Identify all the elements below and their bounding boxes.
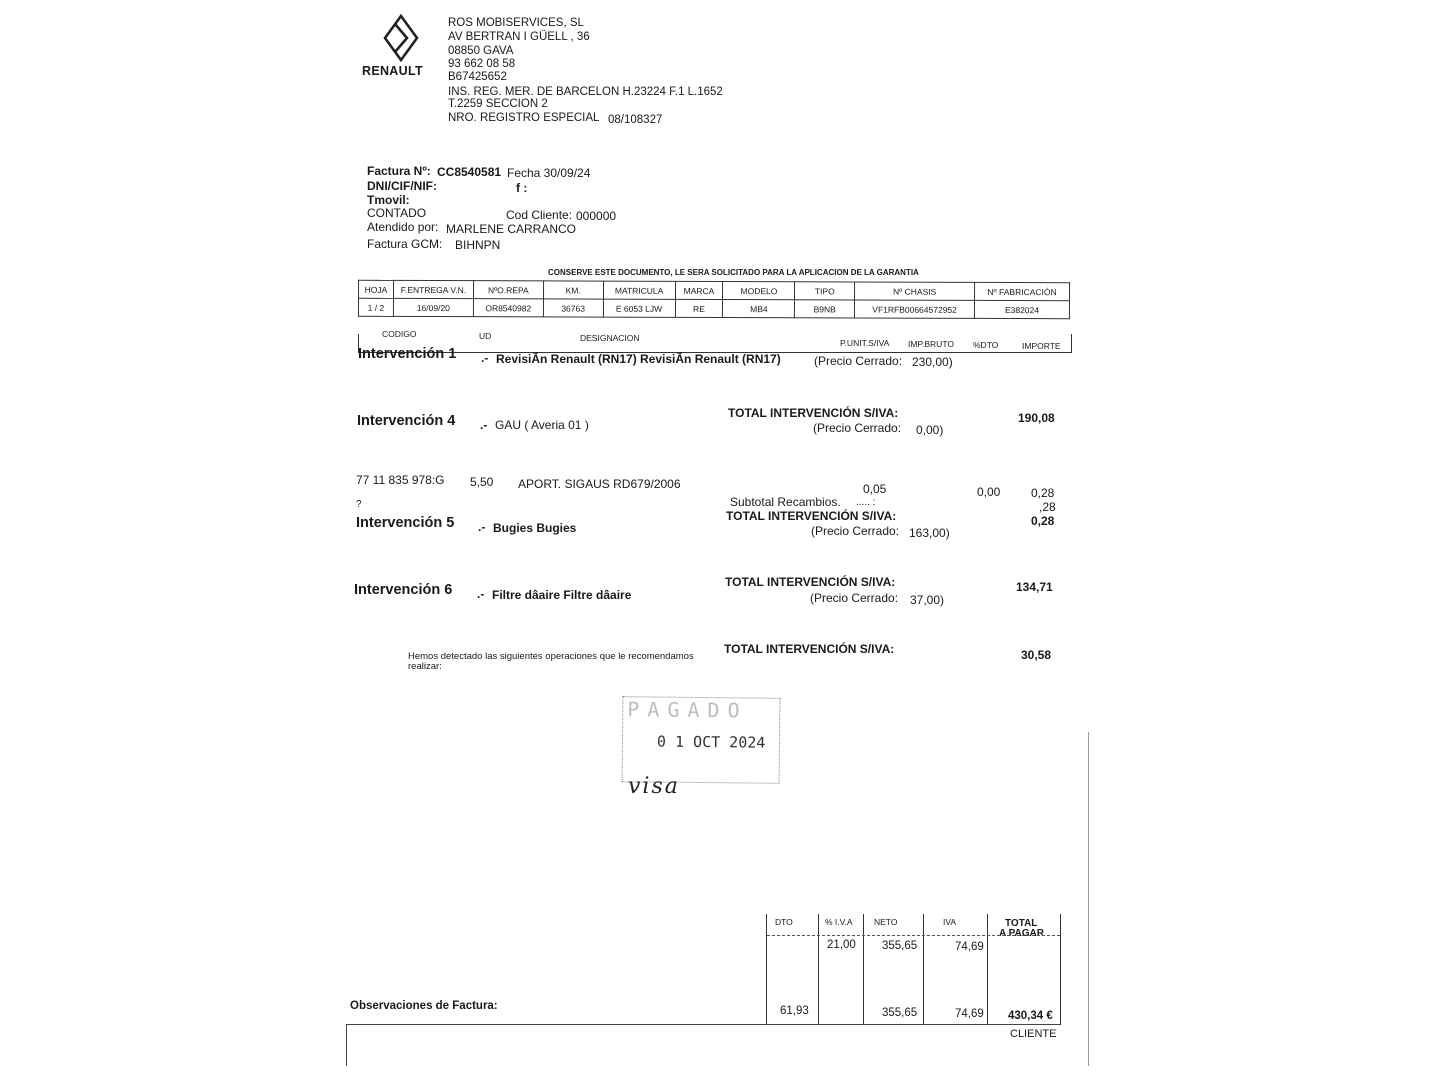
header-modelo: MODELO	[723, 282, 795, 300]
part-ud: 5,50	[470, 475, 494, 489]
intervention-4-bullet: .-	[480, 418, 488, 432]
intervention-1-precio-label: (Precio Cerrado:	[814, 354, 903, 368]
summary-header-iva: IVA	[943, 917, 957, 927]
part-code: 77 11 835 978:G	[356, 473, 445, 487]
company-address: AV BERTRAN I GÜELL , 36	[448, 31, 590, 43]
gcm-value: BIHNPN	[455, 238, 501, 252]
header-hoja: HOJA	[359, 280, 394, 298]
intervention-5-desc: Bugies Bugies	[493, 521, 577, 535]
summary-dto: 61,93	[780, 1005, 809, 1017]
payment-handwriting: visa	[628, 774, 680, 799]
renault-logo	[362, 14, 442, 80]
cell-matricula: E 6053 LJW	[603, 299, 675, 317]
cell-fabricacion: E382024	[974, 300, 1069, 318]
cell-modelo: MB4	[723, 300, 795, 318]
summary-neto-1: 355,65	[882, 940, 918, 952]
col-punit: P.UNIT.S/IVA	[840, 338, 890, 348]
cell-entrega: 16/09/20	[393, 298, 473, 316]
intervention-6-total: 30,58	[1021, 648, 1052, 662]
cliente-label: CLIENTE	[1010, 1028, 1057, 1040]
summary-header-neto: NETO	[874, 917, 898, 927]
factura-label: Factura Nº:	[367, 164, 431, 178]
atendido-label: Atendido por:	[367, 220, 439, 234]
dni-label: DNI/CIF/NIF:	[367, 179, 437, 193]
header-chasis: Nº CHASIS	[855, 282, 975, 300]
observaciones-label: Observaciones de Factura:	[350, 1000, 498, 1012]
cell-orepa: OR8540982	[473, 299, 543, 317]
intervention-5-precio: 163,00)	[909, 526, 950, 540]
company-name: ROS MOBISERVICES, SL	[448, 17, 584, 29]
subtotal-dots: ..... :	[856, 497, 876, 508]
cell-marca: RE	[675, 299, 723, 317]
summary-iva-2: 74,69	[955, 1008, 984, 1020]
intervention-4-precio: 0,00)	[916, 423, 944, 437]
brand-name: RENAULT	[362, 64, 423, 78]
summary-table	[766, 914, 1061, 1025]
cell-chasis: VF1RFB00664572952	[855, 300, 975, 318]
part-dto: 0,00	[977, 485, 1001, 499]
header-entrega: F.ENTREGA V.N.	[393, 280, 473, 298]
vehicle-table-row	[358, 298, 1069, 318]
company-registry: INS. REG. MER. DE BARCELON H.23224 F.1 L.1652	[448, 86, 723, 98]
col-importe: IMPORTE	[1022, 341, 1061, 351]
intervention-1-bullet: .-	[481, 351, 489, 365]
subtotal-label: Subtotal Recambios.	[730, 495, 841, 509]
cell-tipo: B9NB	[795, 300, 855, 318]
intervention-6-title: Intervención 6	[354, 582, 453, 598]
intervention-4-total-label: TOTAL INTERVENCIÓN S/IVA:	[726, 509, 897, 523]
cell-hoja: 1 / 2	[358, 298, 393, 316]
intervention-5-precio-label: (Precio Cerrado:	[811, 524, 900, 538]
header-marca: MARCA	[675, 281, 723, 299]
summary-header-total: TOTAL	[1005, 918, 1038, 929]
intervention-1-total: 190,08	[1018, 411, 1055, 425]
intervention-4-title: Intervención 4	[357, 413, 456, 429]
subtotal-value: ,28	[1039, 500, 1056, 514]
col-codigo: CODIGO	[382, 329, 417, 339]
company-city: 08850 GAVA	[448, 45, 514, 57]
intervention-6-bullet: .-	[477, 587, 485, 601]
part-desc: APORT. SIGAUS RD679/2006	[518, 477, 681, 491]
intervention-1-title: Intervención 1	[358, 346, 457, 362]
intervention-6-precio-label: (Precio Cerrado:	[810, 591, 899, 605]
header-km: KM.	[543, 281, 603, 299]
gcm-label: Factura GCM:	[367, 237, 443, 251]
summary-total: 430,34 €	[1008, 1010, 1053, 1022]
summary-neto-2: 355,65	[882, 1007, 918, 1019]
cod-cliente-value: 000000	[576, 209, 617, 223]
cod-cliente-label: Cod Cliente:	[506, 208, 573, 222]
paid-stamp-word: PAGADO	[627, 697, 748, 723]
part-question: ?	[356, 499, 362, 510]
payment-mode: CONTADO	[367, 206, 427, 220]
intervention-1-total-label: TOTAL INTERVENCIÓN S/IVA:	[728, 406, 899, 420]
tmovil-label: Tmovil:	[367, 193, 410, 207]
guarantee-notice: CONSERVE ESTE DOCUMENTO, LE SERA SOLICITADO PARA LA APLICACION DE LA GARANTIA	[548, 268, 919, 277]
intervention-6-precio: 37,00)	[910, 593, 945, 607]
renault-diamond-icon	[362, 14, 442, 64]
part-importe: 0,28	[1031, 486, 1055, 500]
page-right-edge	[1088, 732, 1089, 1066]
intervention-1-precio: 230,00)	[912, 355, 953, 369]
f-label: f :	[516, 181, 528, 195]
col-impbruto: IMP.BRUTO	[908, 339, 954, 349]
intervention-4-precio-label: (Precio Cerrado:	[813, 421, 902, 435]
intervention-4-total: 0,28	[1031, 514, 1055, 528]
company-phone: 93 662 08 58	[448, 58, 516, 70]
intervention-6-desc: Filtre dâaire Filtre dâaire	[492, 588, 632, 602]
factura-number: CC8540581	[437, 165, 502, 179]
summary-iva-pct: 21,00	[827, 939, 856, 951]
registro-especial-value: 08/108327	[608, 114, 663, 126]
col-dto: %DTO	[973, 340, 999, 350]
paid-stamp	[622, 696, 781, 784]
intervention-5-bullet: .-	[478, 520, 486, 534]
atendido-value: MARLENE CARRANCO	[446, 222, 577, 236]
recommend-line-1: Hemos detectado las siguientes operaciones que le recomendamos	[408, 651, 694, 662]
header-matricula: MATRICULA	[603, 281, 675, 299]
registro-especial-label: NRO. REGISTRO ESPECIAL	[448, 112, 600, 124]
company-registry-2: T.2259 SECCION 2	[448, 98, 548, 110]
col-designacion: DESIGNACION	[580, 333, 640, 343]
recommend-line-2: realizar:	[408, 661, 442, 672]
observaciones-top-border	[346, 1024, 1060, 1025]
company-cif: B67425652	[448, 71, 507, 83]
intervention-6-total-label: TOTAL INTERVENCIÓN S/IVA:	[724, 642, 895, 656]
cell-km: 36763	[543, 299, 603, 317]
intervention-4-desc: GAU ( Averia 01 )	[495, 418, 589, 432]
intervention-5-total-label: TOTAL INTERVENCIÓN S/IVA:	[725, 575, 896, 589]
summary-header-iva-pct: % I.V.A	[825, 917, 853, 927]
summary-iva-1: 74,69	[955, 941, 984, 953]
intervention-5-total: 134,71	[1016, 580, 1053, 594]
paid-stamp-date: 0 1 OCT 2024	[656, 732, 766, 752]
header-tipo: TIPO	[795, 282, 855, 300]
intervention-1-desc: RevisiÃn Renault (RN17) RevisiÃn Renault (RN17)	[496, 352, 781, 366]
header-fabricacion: Nº FABRICACIÓN	[975, 282, 1070, 300]
summary-header-dto: DTO	[775, 917, 793, 927]
summary-header-apagar: A PAGAR	[999, 928, 1044, 939]
intervention-5-title: Intervención 5	[356, 515, 455, 531]
line-items-header	[358, 334, 1072, 353]
part-punit: 0,05	[863, 482, 887, 496]
col-ud: UD	[479, 331, 492, 341]
header-orepa: NºO.REPA	[473, 281, 543, 299]
factura-date: Fecha 30/09/24	[507, 166, 591, 180]
vehicle-table	[358, 280, 1070, 319]
observaciones-left-border	[346, 1024, 347, 1066]
